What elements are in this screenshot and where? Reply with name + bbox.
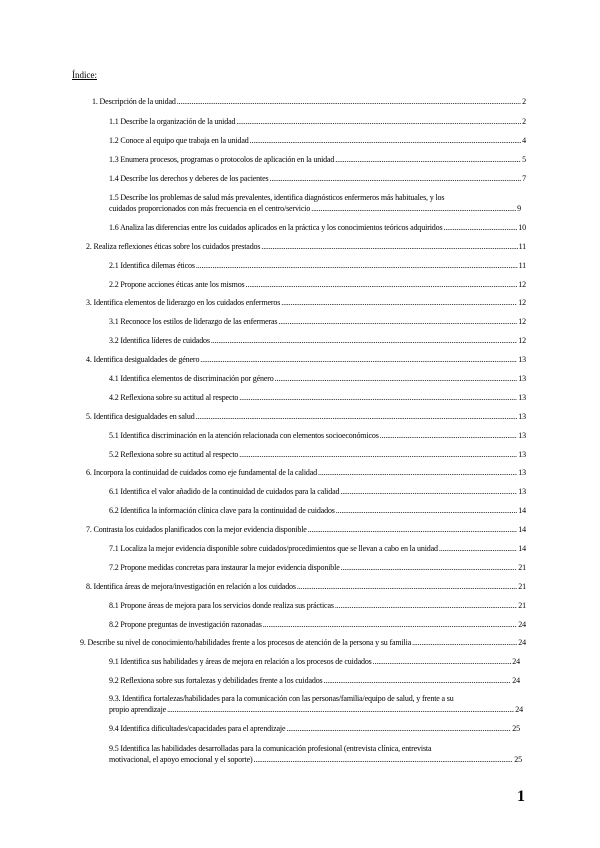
leader-dots (254, 754, 514, 765)
leader-dots (278, 316, 517, 327)
toc-entry-label: 8. Identifica áreas de mejora/investigación en relación a los cuidados (86, 582, 296, 591)
leader-dots (239, 449, 517, 460)
toc-entry-label: 3.1 Reconoce los estilos de liderazgo de las enfermeras (109, 317, 278, 326)
toc-entry-page: 13 (518, 393, 526, 402)
toc-entry[interactable] (109, 693, 523, 715)
toc-entry[interactable] (109, 316, 526, 327)
toc-entry[interactable] (80, 637, 526, 648)
leader-dots (297, 581, 517, 592)
toc-entry-page: 11 (518, 242, 526, 251)
toc-entry-page: 14 (518, 506, 526, 515)
toc-entry-page: 25 (512, 724, 520, 733)
leader-dots (200, 354, 517, 365)
leader-dots (336, 505, 518, 516)
toc-entry-label: 4. Identifica desigualdades de género (86, 355, 200, 364)
toc-entry-label: 5.2 Reflexiona sobre su actitud al respecto (109, 450, 239, 459)
toc-entry[interactable] (109, 562, 526, 573)
toc-entry[interactable] (109, 430, 526, 441)
toc-entry-page: 25 (514, 755, 522, 764)
toc-entry-label: 7.1 Localiza la mejor evidencia disponible sobre cuidados/procedimientos que se llevan a cabo en la unidad (109, 544, 438, 553)
toc-entry[interactable] (109, 619, 526, 630)
toc-entry-page: 2 (522, 117, 526, 126)
toc-entry[interactable] (109, 505, 526, 516)
toc-entry-label-line1: 9.3. Identifica fortalezas/habilidades para la comunicación con las personas/familia/equipo de salud, y frente a su (109, 694, 454, 703)
leader-dots (177, 96, 521, 107)
toc-entry-label: 3.2 Identifica líderes de cuidados (109, 336, 210, 345)
toc-entry[interactable] (109, 192, 521, 214)
toc-entry-page: 21 (518, 563, 526, 572)
toc-entry-label: 1.1 Describe la organización de la unidad (109, 117, 236, 126)
toc-entry-label: 9. Describe su nivel de conocimiento/habilidades frente a los procesos de atención de la persona y su familia (80, 638, 412, 647)
toc-entry-page: 9 (517, 204, 521, 213)
toc-entry-page: 5 (522, 155, 526, 164)
leader-dots (318, 467, 517, 478)
toc-entry-label: 6.1 Identifica el valor añadido de la continuidad de cuidados para la calidad (109, 487, 340, 496)
toc-entry[interactable] (109, 279, 526, 290)
toc-entry-page: 24 (512, 657, 520, 666)
toc-entry-page: 14 (518, 525, 526, 534)
toc-entry-label: 5. Identifica desigualdades en salud (86, 412, 195, 421)
toc-entry-page: 24 (512, 676, 520, 685)
leader-dots (246, 279, 518, 290)
toc-entry-page: 13 (518, 431, 526, 440)
toc-entry-label: 1.6 Analiza las diferencias entre los cuidados aplicados en la práctica y los conocimientos teóricos adquiridos (109, 223, 443, 232)
toc-entry-label: 1. Descripción de la unidad (92, 97, 176, 106)
toc-entry-label: 1.4 Describe los derechos y deberes de los pacientes (109, 174, 269, 183)
leader-dots (196, 260, 518, 271)
toc-entry[interactable] (109, 173, 526, 184)
toc-entry-label-line2: cuidados proporcionados con más frecuencia en el centro/servicio (109, 204, 311, 213)
toc-entry-label: 4.1 Identifica elementos de discriminación por género (109, 374, 274, 383)
toc-entry[interactable] (109, 656, 520, 667)
toc-entry-label: 1.2 Conoce al equipo que trabaja en la unidad (109, 136, 249, 145)
toc-entry[interactable] (109, 543, 526, 554)
leader-dots (211, 335, 517, 346)
toc-entry[interactable] (86, 354, 526, 365)
toc-entry-page: 11 (518, 261, 526, 270)
toc-entry-label-line2: motivacional, el apoyo emocional y el soporte) (109, 755, 253, 764)
toc-entry-page: 24 (515, 705, 523, 714)
toc-entry-page: 13 (518, 374, 526, 383)
toc-entry-page: 12 (518, 298, 526, 307)
leader-dots (373, 656, 512, 667)
toc-entry[interactable] (109, 135, 526, 146)
toc-entry-page: 13 (518, 412, 526, 421)
leader-dots (308, 524, 518, 535)
toc-entry-label: 6. Incorpora la continuidad de cuidados como eje fundamental de la calidad (86, 468, 318, 477)
toc-entry[interactable] (109, 335, 526, 346)
leader-dots (167, 704, 514, 715)
leader-dots (380, 430, 518, 441)
leader-dots (239, 392, 517, 403)
toc-entry-page: 7 (522, 174, 526, 183)
toc-entry-page: 21 (518, 601, 526, 610)
leader-dots (236, 116, 521, 127)
toc-entry-label: 4.2 Reflexiona sobre su actitud al respecto (109, 393, 239, 402)
toc-entry-label-line2: propio aprendizaje (109, 705, 167, 714)
leader-dots (335, 154, 521, 165)
leader-dots (335, 600, 517, 611)
toc-entry[interactable] (86, 241, 526, 252)
toc-entry-page: 13 (518, 450, 526, 459)
leader-dots (443, 222, 517, 233)
leader-dots (412, 637, 517, 648)
toc-entry-label: 7. Contrasta los cuidados planificados con la mejor evidencia disponible (86, 525, 307, 534)
toc-entry[interactable] (109, 449, 526, 460)
toc-entry-label: 9.2 Reflexiona sobre sus fortalezas y debilidades frente a los cuidados (109, 676, 323, 685)
toc-entry[interactable] (86, 467, 526, 478)
toc-entry-label: 6.2 Identifica la información clínica clave para la continuidad de cuidados (109, 506, 335, 515)
leader-dots (340, 486, 517, 497)
toc-entry-label: 5.1 Identifica discriminación en la atención relacionada con elementos socioeconómicos (109, 431, 379, 440)
toc-entry-label: 2.1 Identifica dilemas éticos (109, 261, 195, 270)
leader-dots (196, 411, 518, 422)
leader-dots (311, 203, 516, 214)
toc-entry[interactable] (109, 260, 526, 271)
toc-entry-page: 13 (518, 355, 526, 364)
toc-entry-page: 13 (518, 487, 526, 496)
toc-entry-label: 2.2 Propone acciones éticas ante los mismos (109, 280, 245, 289)
toc-entry[interactable] (109, 743, 522, 765)
leader-dots (439, 543, 517, 554)
toc-entry[interactable] (109, 600, 526, 611)
leader-dots (341, 562, 518, 573)
toc-entry-label: 2. Realiza reflexiones éticas sobre los cuidados prestados (86, 242, 261, 251)
toc-entry[interactable] (92, 96, 526, 107)
toc-entry-label: 9.4 Identifica dificultades/capacidades para el aprendizaje (109, 724, 286, 733)
toc-entry-page: 12 (518, 317, 526, 326)
toc-entry[interactable] (86, 297, 526, 308)
toc-entry[interactable] (109, 723, 520, 734)
toc-entry-label-line1: 1.5 Describe los problemas de salud más prevalentes, identifica diagnósticos enfermeros más habituales, y los (109, 193, 445, 202)
leader-dots (324, 675, 512, 686)
leader-dots (250, 135, 521, 146)
toc-entry-label: 9.1 Identifica sus habilidades y áreas de mejora en relación a los procesos de cuidados (109, 657, 372, 666)
toc-entry-page: 24 (518, 620, 526, 629)
toc-entry-label: 7.2 Propone medidas concretas para instaurar la mejor evidencia disponible (109, 563, 340, 572)
toc-entry[interactable] (86, 581, 526, 592)
toc-entry[interactable] (109, 222, 526, 233)
toc-entry[interactable] (109, 116, 526, 127)
toc-entry-label: 8.1 Propone áreas de mejora para los servicios donde realiza sus prácticas (109, 601, 334, 610)
toc-entry[interactable] (109, 486, 526, 497)
toc-entry-page: 21 (518, 582, 526, 591)
toc-entry-page: 13 (518, 468, 526, 477)
leader-dots (261, 241, 517, 252)
page-number: 1 (517, 788, 525, 805)
leader-dots (275, 373, 518, 384)
toc-entry-page: 2 (522, 97, 526, 106)
toc-entry[interactable] (109, 373, 526, 384)
toc-entry-page: 14 (518, 544, 526, 553)
leader-dots (281, 297, 517, 308)
toc-entry[interactable] (109, 392, 526, 403)
toc-entry-label-line1: 9.5 Identifica las habilidades desarrolladas para la comunicación profesional (entrevista clínica, entrevista (109, 744, 432, 753)
toc-entry[interactable] (86, 524, 526, 535)
toc-entry-page: 12 (518, 336, 526, 345)
leader-dots (263, 619, 518, 630)
toc-entry-label: 3. Identifica elementos de liderazgo en los cuidados enfermeros (86, 298, 281, 307)
toc-entry-page: 4 (522, 136, 526, 145)
toc-entry-page: 24 (518, 638, 526, 647)
leader-dots (286, 723, 511, 734)
toc-entry-page: 12 (518, 280, 526, 289)
index-heading: Índice: (72, 70, 97, 80)
leader-dots (269, 173, 521, 184)
toc-entry-label: 1.3 Enumera procesos, programas o protocolos de aplicación en la unidad (109, 155, 335, 164)
toc-entry[interactable] (109, 675, 520, 686)
toc-entry-label: 8.2 Propone preguntas de investigación razonadas (109, 620, 262, 629)
toc-entry-page: 10 (518, 223, 526, 232)
toc-entry[interactable] (86, 411, 526, 422)
toc-entry[interactable] (109, 154, 526, 165)
